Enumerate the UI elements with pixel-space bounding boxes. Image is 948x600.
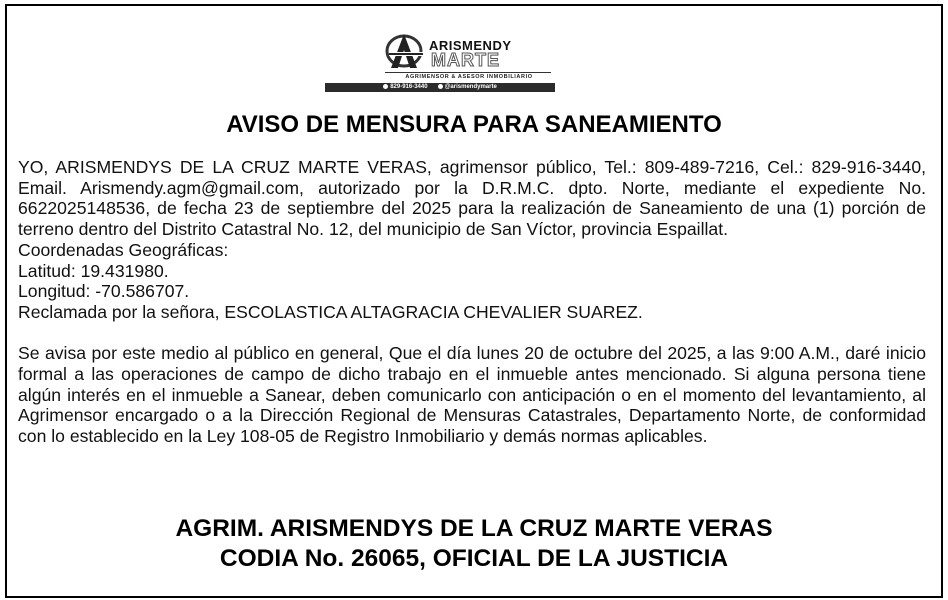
signature-block (0, 514, 948, 574)
intro-paragraph: YO, ARISMENDYS DE LA CRUZ MARTE VERAS, agrimensor público, Tel.: 809-489-7216, Cel.: 829-916-3440, Email. Arismendy.agm@gmail.com, autorizado por la D.R.M.C. dpto. Norte, mediante el expediente No. 6622025148536, de fecha 23 de septiembre del 2025 para la realización de Saneamiento de una (1) porción de terreno dentro del Distrito Catastral No. 12, del municipio de San Víctor, provincia Espaillat. (18, 157, 926, 240)
signature-credential: CODIA No. 26065, OFICIAL DE LA JUSTICIA (219, 545, 729, 572)
company-logo (325, 28, 555, 92)
logo-phone: 829-916-3440 (383, 84, 427, 90)
claimant-line: Reclamada por la señora, ESCOLASTICA ALTAGRACIA CHEVALIER SUAREZ. (18, 301, 643, 322)
announcement-paragraph: Se avisa por este medio al público en general, Que el día lunes 20 de octubre del 2025, a las 9:00 A.M., daré inicio formal a las operaciones de campo de dicho trabajo en el inmueble antes mencionado. Si alguna persona tiene algún interés en el inmueble a Sanear, deben comunicarlo con anticipación o en el momento del levantamiento, al Agrimensor encargado o a la Dirección Regional de Mensuras Catastrales, Departamento Norte, de conformidad con lo establecido en la Ley 108-05 de Registro Inmobiliario y demás normas aplicables. (18, 343, 926, 447)
coords-label: Coordenadas Geográficas: (18, 239, 229, 260)
signature-name: AGRIM. ARISMENDYS DE LA CRUZ MARTE VERAS (175, 515, 773, 542)
logo-name-top: ARISMENDY (429, 38, 512, 53)
instagram-icon (438, 84, 443, 89)
logo-contact-bar (325, 83, 555, 92)
surveyor-a-logo-icon (385, 32, 427, 70)
phone-icon (383, 84, 388, 89)
paragraph-spacer (18, 323, 926, 344)
notice-body (18, 157, 926, 447)
latitude-line: Latitud: 19.431980. (18, 260, 169, 281)
logo-name-bottom: MARTE (431, 50, 500, 70)
notice-title: AVISO DE MENSURA PARA SANEAMIENTO (226, 111, 722, 138)
longitude-line: Longitud: -70.586707. (18, 281, 190, 302)
logo-divider (385, 72, 551, 73)
logo-tagline: AGRIMENSOR & ASESOR INMOBILIARIO (405, 74, 533, 80)
logo-social: @arismendymarte (438, 84, 497, 90)
